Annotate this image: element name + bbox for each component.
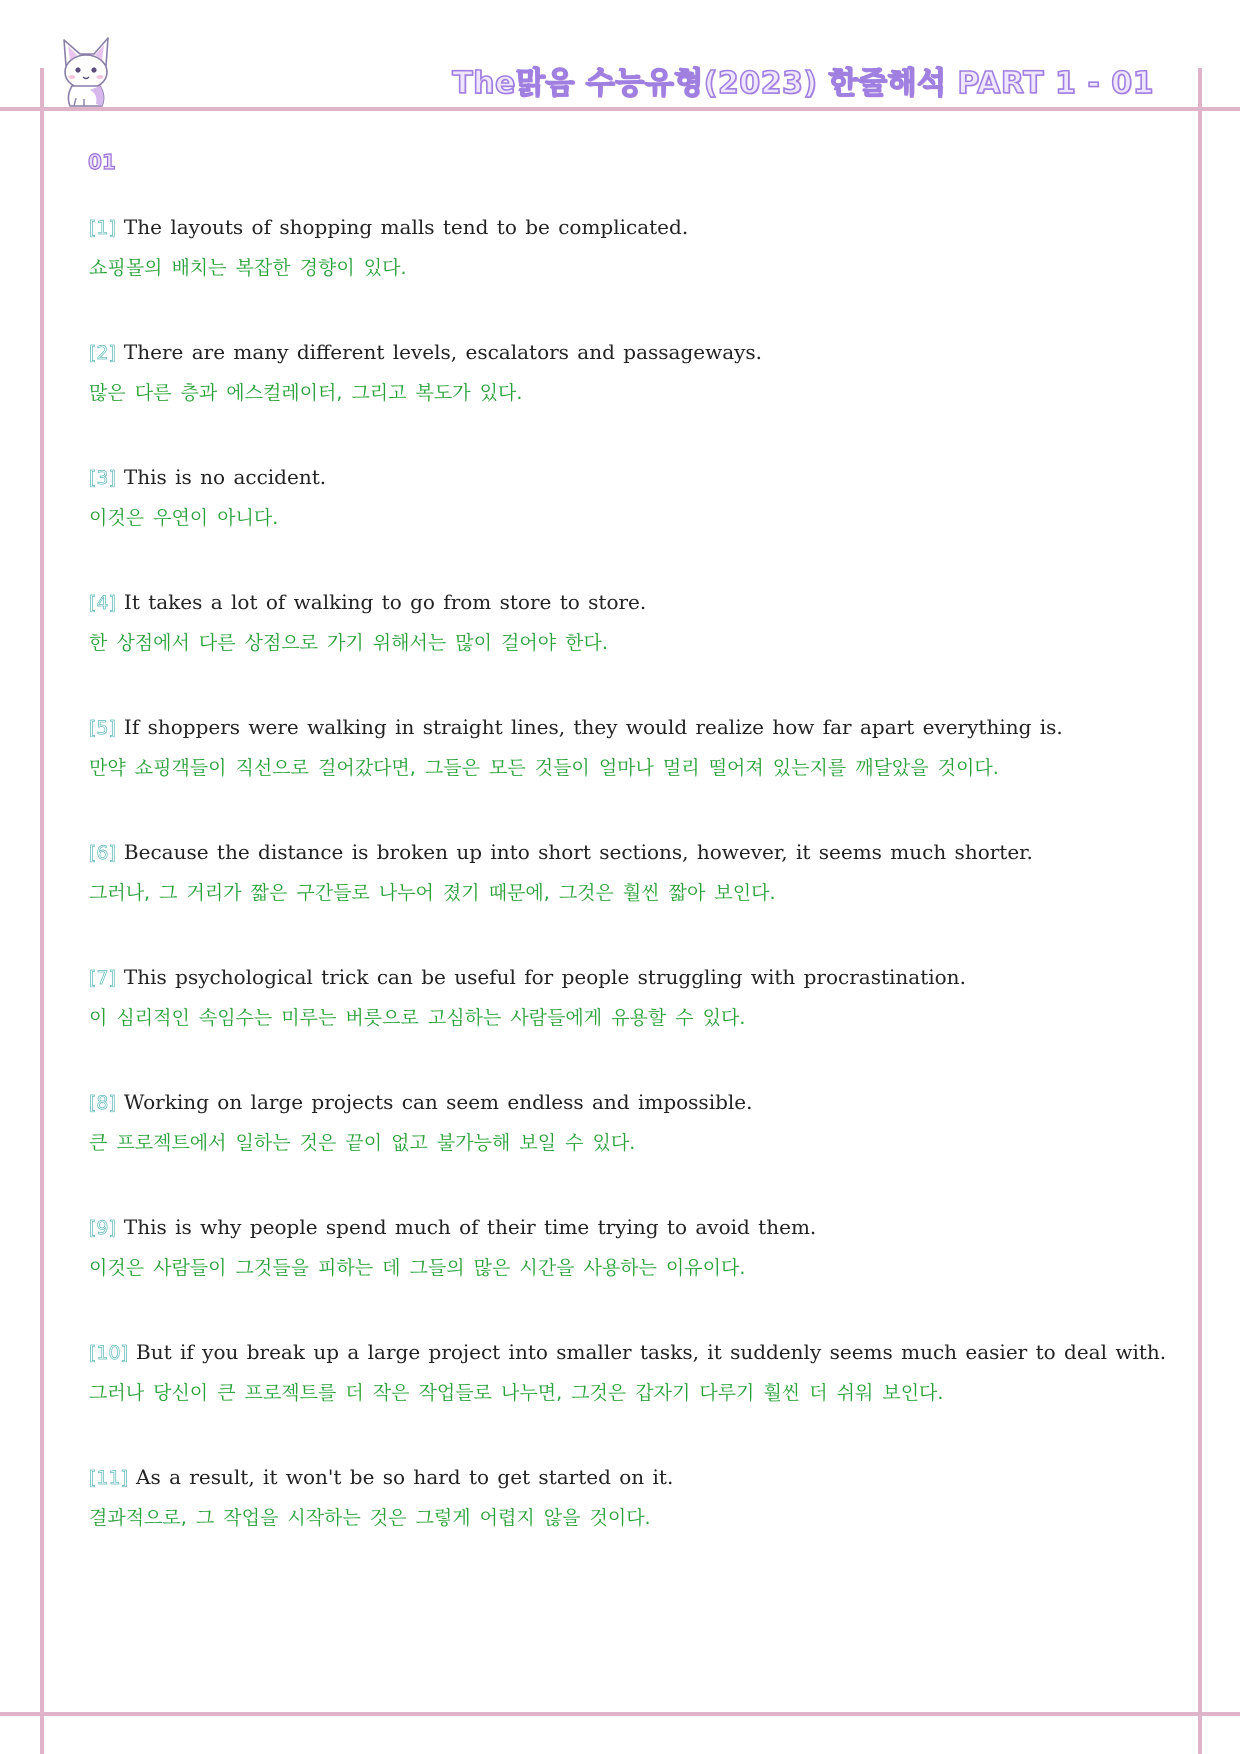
sentence-number: [4] [89, 592, 116, 614]
english-text: There are many different levels, escalators and passageways. [123, 340, 763, 364]
footer-divider [0, 1712, 1240, 1716]
english-sentence [89, 462, 1159, 493]
english-sentence [89, 337, 1159, 368]
sentence-item [89, 1462, 1159, 1587]
english-text: This is why people spend much of their time trying to avoid them. [123, 1215, 817, 1239]
sentence-number: [5] [89, 717, 116, 739]
english-sentence [89, 1212, 1159, 1243]
frame-right-border [1198, 68, 1202, 1754]
english-sentence [89, 1087, 1159, 1118]
english-sentence [89, 962, 1159, 993]
korean-translation: 결과적으로, 그 작업을 시작하는 것은 그렇게 어렵지 않을 것이다. [89, 1507, 651, 1529]
english-text: This is no accident. [123, 465, 327, 489]
english-sentence [89, 712, 1159, 743]
english-text: If shoppers were walking in straight lines, they would realize how far apart everything is. [123, 715, 1063, 739]
english-text: As a result, it won't be so hard to get started on it. [136, 1465, 674, 1489]
sentence-item [89, 212, 1159, 337]
english-sentence [89, 212, 1159, 243]
korean-translation: 이것은 사람들이 그것들을 피하는 데 그들의 많은 시간을 사용하는 이유이다. [89, 1257, 746, 1279]
korean-translation: 이 심리적인 속임수는 미루는 버릇으로 고심하는 사람들에게 유용할 수 있다. [89, 1007, 746, 1029]
frame-left-border [40, 68, 44, 1754]
sentence-number: [11] [89, 1467, 129, 1489]
sentence-number: [3] [89, 467, 116, 489]
sentence-number: [1] [89, 217, 116, 239]
korean-translation: 한 상점에서 다른 상점으로 가기 위해서는 많이 걸어야 한다. [89, 632, 608, 654]
korean-translation: 많은 다른 층과 에스컬레이터, 그리고 복도가 있다. [89, 382, 523, 404]
sentence-item [89, 837, 1159, 962]
sentence-item [89, 587, 1159, 712]
sentence-number: [6] [89, 842, 116, 864]
english-sentence [89, 1462, 1159, 1493]
english-sentence [89, 587, 1159, 618]
sentence-item [89, 1087, 1159, 1212]
korean-translation: 이것은 우연이 아니다. [89, 507, 279, 529]
english-text: It takes a lot of walking to go from store to store. [123, 590, 647, 614]
sentence-number: [9] [89, 1217, 116, 1239]
sentence-item [89, 1337, 1167, 1462]
sentence-number: [8] [89, 1092, 116, 1114]
english-text: But if you break up a large project into smaller tasks, it suddenly seems much easier to deal with. [136, 1340, 1167, 1364]
korean-translation: 그러나, 그 거리가 짧은 구간들로 나누어 졌기 때문에, 그것은 훨씬 짧아 보인다. [89, 882, 776, 904]
sentence-item [89, 1212, 1159, 1337]
english-text: Because the distance is broken up into short sections, however, it seems much shorter. [123, 840, 1033, 864]
english-sentence [89, 837, 1159, 868]
page-title: The맑음 수능유형(2023) 한줄해석 PART 1 - 01 [452, 66, 1154, 101]
sentence-number: [2] [89, 342, 116, 364]
sentence-number: [7] [89, 967, 116, 989]
korean-translation: 쇼핑몰의 배치는 복잡한 경향이 있다. [89, 257, 407, 279]
sentence-item [89, 962, 1159, 1087]
sentence-item [89, 462, 1159, 587]
english-text: The layouts of shopping malls tend to be complicated. [123, 215, 689, 239]
korean-translation: 큰 프로젝트에서 일하는 것은 끝이 없고 불가능해 보일 수 있다. [89, 1132, 636, 1154]
korean-translation: 만약 쇼핑객들이 직선으로 걸어갔다면, 그들은 모든 것들이 얼마나 멀리 떨어져 있는지를 깨달았을 것이다. [89, 757, 999, 779]
cat-mascot-icon [56, 32, 116, 108]
english-text: Working on large projects can seem endless and impossible. [123, 1090, 753, 1114]
header-divider [0, 107, 1240, 111]
english-sentence [89, 1337, 1167, 1368]
english-text: This psychological trick can be useful for people struggling with procrastination. [123, 965, 966, 989]
sentence-item [89, 712, 1159, 837]
section-number: 01 [88, 150, 116, 174]
korean-translation: 그러나 당신이 큰 프로젝트를 더 작은 작업들로 나누면, 그것은 갑자기 다루기 훨씬 더 쉬워 보인다. [89, 1382, 944, 1404]
sentence-list [89, 212, 1167, 1587]
sentence-item [89, 337, 1159, 462]
sentence-number: [10] [89, 1342, 129, 1364]
